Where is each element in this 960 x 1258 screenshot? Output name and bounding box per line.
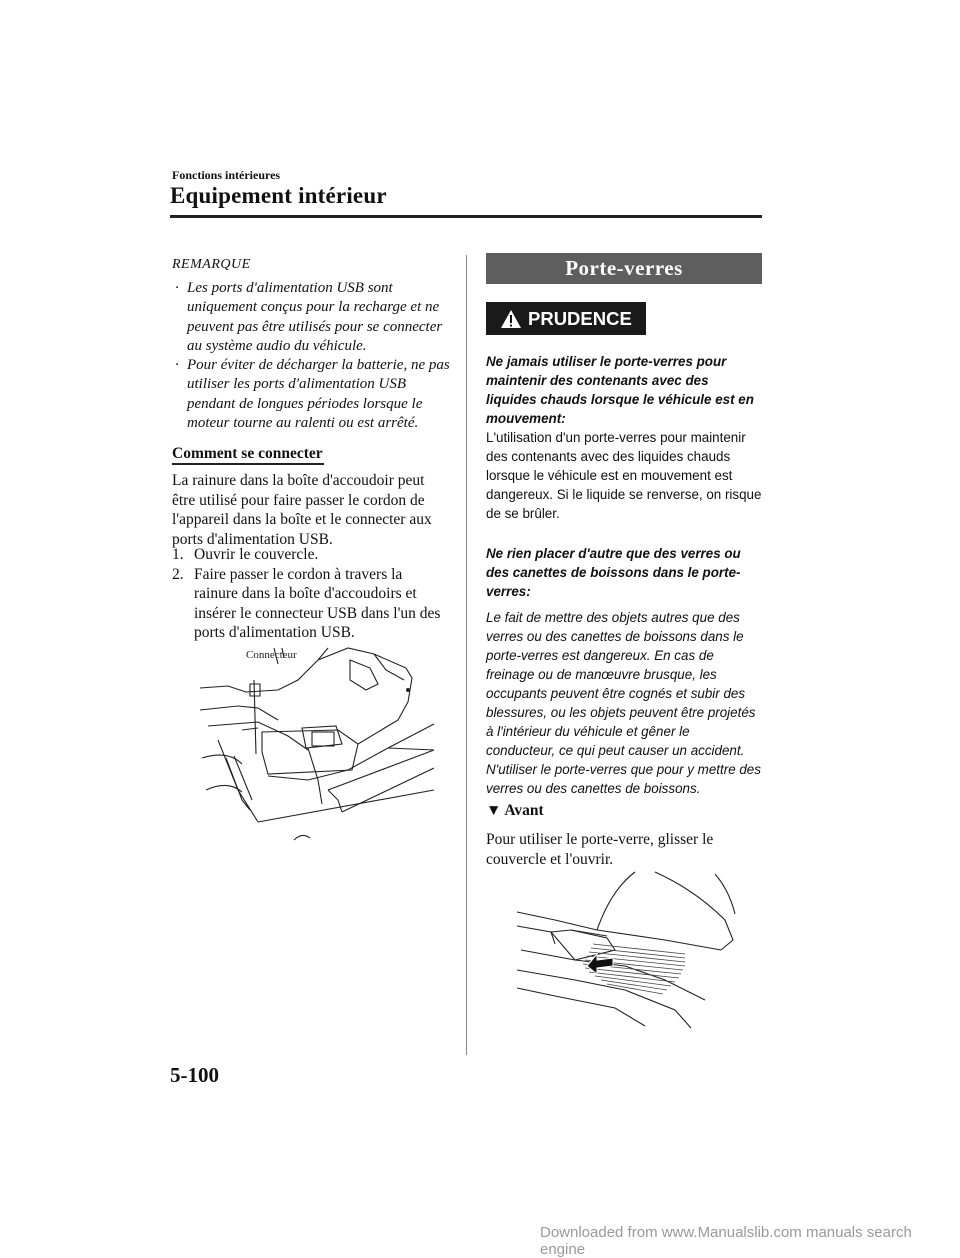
warning-2-body: Le fait de mettre des objets autres que des verres ou des canettes de boissons dans le porte-verres est dangereux. En cas de freinage ou de manœuvre brusque, les occupants peuvent être cognés et subir des blessures, ou les objets peuvent être projetés à l'intérieur du véhicule et gêner le conducteur, ce qui peut causer un accident. N'utiliser le porte-verres que pour y mettre des verres ou des canettes de boissons. xyxy=(486,610,761,796)
note-item xyxy=(172,279,450,356)
note-item xyxy=(172,356,450,433)
cup-holder-illustration xyxy=(515,870,747,1030)
step-item xyxy=(172,565,450,643)
connect-paragraph: La rainure dans la boîte d'accoudoir peut être utilisé pour faire passer le cordon de l'appareil dans la boîte et le connecter aux ports d'alimentation USB. xyxy=(172,472,432,548)
note-text: Les ports d'alimentation USB sont uniquement conçus pour la recharge et ne peuvent pas être utilisés pour se connecter au système audio du véhicule. xyxy=(187,280,443,354)
avant-paragraph: Pour utiliser le porte-verre, glisser le couvercle et l'ouvrir. xyxy=(486,831,714,868)
subheading-connect: Comment se connecter xyxy=(172,445,323,462)
column-divider xyxy=(466,255,467,1055)
step-list xyxy=(172,545,450,643)
section-header-porte-verres: Porte-verres xyxy=(486,253,762,284)
avant-heading: Avant xyxy=(504,802,544,819)
warning-1-title: Ne jamais utiliser le porte-verres pour maintenir des contenants avec des liquides chauds lorsque le véhicule est en mouvement: xyxy=(486,354,754,426)
step-text: Ouvrir le couvercle. xyxy=(194,546,319,563)
warning-triangle-icon xyxy=(500,309,522,329)
step-text: Faire passer le cordon à travers la rainure dans la boîte d'accoudoirs et insérer le connecteur USB dans l'un des ports d'alimentation USB. xyxy=(194,565,441,641)
armrest-usb-illustration xyxy=(198,640,436,846)
subheading-underline xyxy=(172,463,324,465)
bullet-icon: · xyxy=(175,357,179,374)
footer-watermark: Downloaded from www.Manualslib.com manuals search engine xyxy=(540,1224,912,1258)
caution-label: PRUDENCE xyxy=(528,308,632,329)
bullet-icon: · xyxy=(175,280,179,296)
page-title: Equipement intérieur xyxy=(170,183,387,208)
step-number: 2. xyxy=(172,565,184,583)
warning-2-title-block xyxy=(486,544,762,601)
caution-badge xyxy=(486,302,646,335)
warning-2-title: Ne rien placer d'autre que des verres ou des canettes de boissons dans le porte-verres: xyxy=(486,546,741,599)
step-number: 1. xyxy=(172,546,184,563)
triangle-down-icon: ▼ xyxy=(486,802,502,819)
section-label: Fonctions intérieures xyxy=(172,168,281,182)
avant-heading-block xyxy=(486,802,762,820)
page-number: 5-100 xyxy=(170,1063,219,1087)
note-text: Pour éviter de décharger la batterie, ne pas utiliser les ports d'alimentation USB pendant de longues périodes lorsque le moteur tourne au ralenti ou est arrêté. xyxy=(187,357,450,432)
title-divider xyxy=(170,215,762,218)
warning-1 xyxy=(486,352,762,523)
connector-label: Connecteur xyxy=(246,649,297,661)
note-list xyxy=(172,279,450,433)
step-item xyxy=(172,545,450,565)
note-title: REMARQUE xyxy=(172,257,251,272)
warning-1-body: L'utilisation d'un porte-verres pour maintenir des contenants avec des liquides chauds lorsque le véhicule est en mouvement est dangereux. Si le liquide se renverse, on risque de se brûler. xyxy=(486,430,762,521)
